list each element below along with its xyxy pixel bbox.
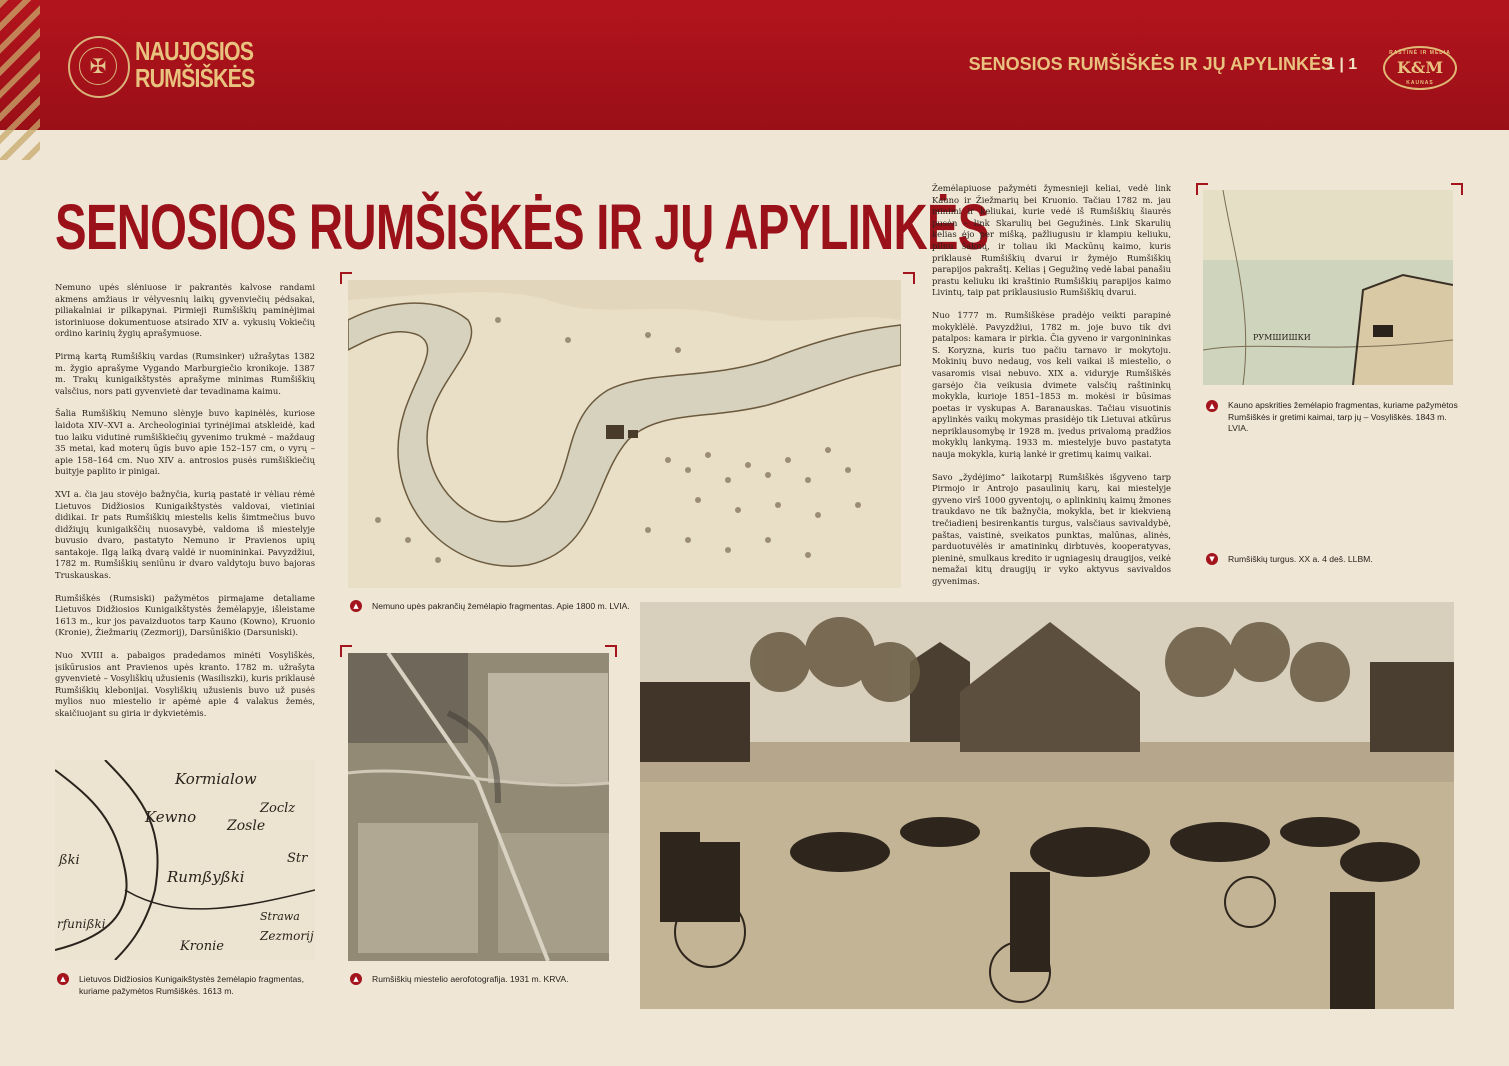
caption-arrow-icon: ▼ bbox=[1206, 553, 1218, 565]
map-1800-image bbox=[348, 280, 901, 588]
map-label-zoclz: Zoclz bbox=[260, 801, 296, 816]
decorative-stripes bbox=[0, 0, 40, 160]
caption-arrow-icon: ▲ bbox=[57, 973, 69, 985]
map-label-rfuniski: rfunißki bbox=[57, 917, 106, 931]
km-logo-icon bbox=[1383, 46, 1457, 90]
logo-line2: RUMŠIŠKĖS bbox=[135, 63, 255, 93]
logo-seal-icon: ✠ bbox=[68, 36, 130, 98]
left-text-column bbox=[55, 282, 315, 731]
map-1843-image bbox=[1203, 190, 1453, 385]
paragraph: Rumšiškės (Rumsiski) pažymėtos pirmajame detaliame Lietuvos Didžiosios Kunigaikštystės žemėlapyje, išleistame 1613 m., kur jos pavaizduotos tarp Kauno (Kowno), Kruonio (Kronie), Žiežmarių (Zezmorij), Darsūniškio (Darsuniski). bbox=[55, 592, 315, 638]
logo-wordmark bbox=[135, 38, 254, 92]
header-bar bbox=[0, 0, 1509, 130]
frame-corner bbox=[903, 272, 915, 284]
map-label-zezmorij: Zezmorij bbox=[260, 929, 314, 943]
caption-aerial: Rumšiškių miestelio aerofotografija. 1931 m. KRVA. bbox=[372, 974, 569, 984]
header-title: SENOSIOS RUMŠIŠKĖS IR JŲ APYLINKĖS bbox=[968, 54, 1333, 74]
km-logo-text: K&M bbox=[1396, 58, 1444, 77]
right-text-column bbox=[932, 183, 1171, 599]
map-label-rumsyski: Rumßyßki bbox=[167, 868, 245, 886]
caption-market: Rumšiškių turgus. XX a. 4 deš. LLBM. bbox=[1228, 554, 1373, 564]
caption-map-1843: Kauno apskrities žemėlapio fragmentas, kuriame pažymėtos Rumšiškės ir gretimi kaimai, tarp jų – Vosyliškės. 1843 m. LVIA. bbox=[1228, 400, 1458, 433]
paragraph: Nuo XVIII a. pabaigos pradedamos minėti Vosyliškės, įsikūrusios ant Pravienos upės kranto. 1782 m. užrašyta gyvenvietė – Vosyliškių užusienis (Wasiliszki), kuris priklausė Rumšiškių klebonijai. Vosyliškių užusienis buvo už pusės mylios nuo miestelio ir apėmė apie 4 valakus žemės, skaičiuojant su giria ir dykvietėmis. bbox=[55, 650, 315, 718]
paragraph: Pirmą kartą Rumšiškių vardas (Rumsinker) užrašytas 1382 m. žygio aprašyme Vygando Marburgiečio kronikoje. 1387 m. Trakų kunigaikštystės aprašyme minimas Rumšiškių valsčius, nors pati gyvenvietė dar tevadinama kaimu. bbox=[55, 350, 315, 396]
map-1613-image bbox=[55, 760, 315, 960]
caption-map-1613: Lietuvos Didžiosios Kunigaikštystės žemėlapio fragmentas, kuriame pažymėtos Rumšiškės. 1613 m. bbox=[79, 974, 304, 996]
map-label-strawa: Strawa bbox=[260, 910, 300, 923]
map-label-zosle: Zosle bbox=[227, 818, 266, 834]
map-label-ski: ßki bbox=[59, 853, 80, 868]
paragraph: Nemuno upės slėniuose ir pakrantės kalvose randami akmens amžiaus ir vėlyvesnių laikų gyvenviečių pėdsakai, piliakalniai ir pilkapynai. Pirmieji Rumšiškių paminėjimai istoriniuose dokumentuose atsirado XIV a. vykusių Vokiečių ordino karinių žygių aprašymuose. bbox=[55, 282, 315, 339]
aerial-photo-image bbox=[348, 653, 609, 961]
paragraph: XVI a. čia jau stovėjo bažnyčia, kurią pastatė ir vėliau rėmė Lietuvos Didžiosios Kunigaikštystės valdovai, vietiniai didikai. Ir pats Rumšiškių miestelis kelis šimtmečius buvo didžiųjų kunigaikščių nuosavybė, valdoma iš miestelyje buvusio dvaro, pastatyto Nemuno ir Pravienos upių santakoje. Ilgą laiką dvarą valdė ir nuomininkai. Pavyzdžiui, 1782 m. Rumšiškių seniūnu ir dvaro valdytoju buvo bajoras Truskauskas. bbox=[55, 488, 315, 581]
map-1843-label: РУМШИШКИ bbox=[1253, 333, 1311, 342]
km-logo-top: RAŠTINĖ IR MEDIA bbox=[1389, 50, 1451, 56]
paragraph: Savo „žydėjimo“ laikotarpį Rumšiškės išgyveno tarp Pirmojo ir Antrojo pasaulinių karų, kai miestelyje gyveno virš 1000 gyventojų, o aplinkinių kaimų žmones traukdavo ne tik bažnyčia, mokykla, bet ir kiekvieną trečiadienį besirenkantis turgus, valsčiaus savivaldybė, paštas, vaistinė, sveikatos punktas, malūnas, alinės, parduotuvėlės ir amatininkų dirbtuvės, kooperatyvas, pieninė, smulkaus kredito ir ugniagesių draugijos, veikė nemažai kitų draugijų ir vyko aktyvus savivaldos gyvenimas. bbox=[932, 471, 1171, 586]
km-logo-bottom: KAUNAS bbox=[1406, 80, 1434, 86]
paragraph: Nuo 1777 m. Rumšiškėse pradėjo veikti parapinė mokyklėlė. Pavyzdžiui, 1782 m. joje buvo tik dvi patalpos: kamara ir pirkia. Čia gyveno ir vargonininkas S. Koryzna, kuris tuo pačiu tarnavo ir mokytoju. Mokinių buvo nedaug, vos keli vaikai iš miestelio, o vasaromis visai nebuvo. XIX a. viduryje Rumšiškės garsėjo čia veikusia dvimete valsčių raštininkų mokykla, kurioje 1851–1853 m. mokėsi ir būsimas poetas ir vyskupas A. Baranauskas. Tačiau visuotinis apylinkės vaikų mokymas prasidėjo tik Lietuvai atkūrus nepriklausomybę ir 1928 m. įvedus privalomą pradžios mokyklų lankymą. 1933 m. miestelyje buvo pastatyta nauja mokykla, kurią lankė ir gretimų kaimų vaikai. bbox=[932, 309, 1171, 460]
paragraph: Žemėlapiuose pažymėti žymesnieji keliai, vedė link Kauno ir Žiežmarių bei Kruonio. Tačiau 1782 m. jau minimi ir keliukai, kurie vedė iš Rumšiškių šiaurės pusėn – link Skarulių bei Gegužinės. Link Skarulių kelias ėjo per mišką, pažliugusiu ir klampiu keliuku, pilnu šaknų, ir toliau iki Mackūnų kaimo, kuris priklausė Rumšiškių dvarui ir žymėjo Rumšiškių parapijos pakraštį. Kelias į Gegužinę vedė labai panašiu prastu keliuku iki kraštinio Rumšiškių parapijos kaimo Livintų, taip pat priklausiusio Rumšiškių dvarui. bbox=[932, 183, 1171, 298]
caption-map-1800: Nemuno upės pakrančių žemėlapio fragmentas. Apie 1800 m. LVIA. bbox=[372, 601, 630, 611]
map-label-kronie: Kronie bbox=[180, 939, 224, 954]
caption-arrow-icon: ▲ bbox=[1206, 400, 1218, 412]
page-title: SENOSIOS RUMŠIŠKĖS IR JŲ APYLINKĖS bbox=[55, 191, 989, 263]
map-label-kewno: Kewno bbox=[145, 808, 197, 826]
logo-line1: NAUJOSIOS bbox=[135, 36, 254, 66]
caption-arrow-icon: ▲ bbox=[350, 973, 362, 985]
paragraph: Šalia Rumšiškių Nemuno slėnyje buvo kapinėlės, kuriose laidota XIV–XVI a. Archeologiniai tyrinėjimai atskleidė, kad tuo laiku vidutinė rumšiškiečių gyvenimo trukmė – maždaug 35 metai, kad moterų ūgis buvo apie 152–157 cm, o vyrų – apie 158–164 cm. Nuo XIV a. antrosios pusės rumšiškiečių buityje paplito ir pinigai. bbox=[55, 408, 315, 477]
map-label-str: Str bbox=[287, 851, 308, 866]
page-number: 1 | 1 bbox=[1326, 56, 1358, 73]
caption-arrow-icon: ▲ bbox=[350, 600, 362, 612]
market-photo-image bbox=[640, 602, 1454, 1009]
map-label-kormialow: Kormialow bbox=[175, 770, 257, 788]
